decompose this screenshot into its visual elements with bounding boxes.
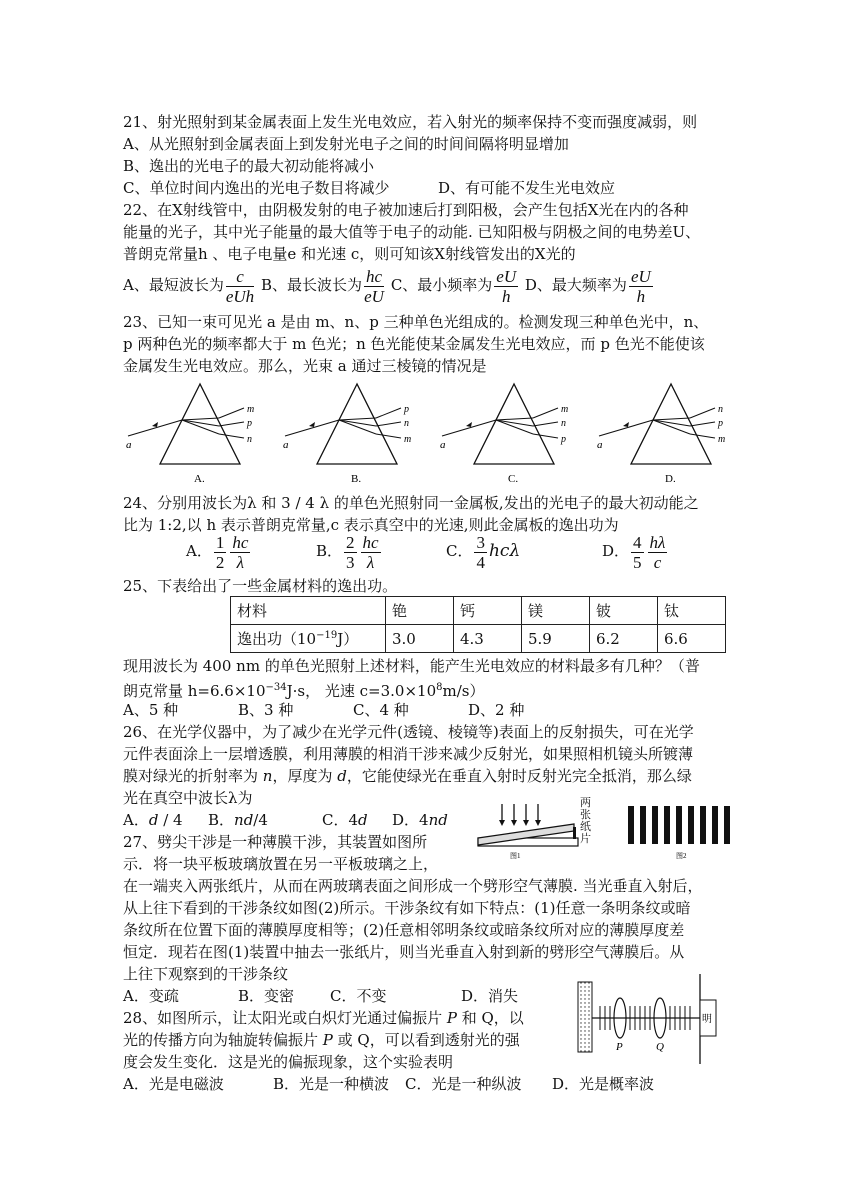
q22-formula-b: $\frac{hc}{eU}$ xyxy=(364,266,384,306)
q28-line-1: 28、如图所示，让太阳光或白炽灯光通过偏振片 P 和 Q，以 xyxy=(123,1009,524,1027)
table-cell: 3.0 xyxy=(386,625,454,653)
q27-option-b: B．变密 xyxy=(238,987,295,1005)
q27-option-a: A．变疏 xyxy=(123,987,179,1005)
q25-option-c: C、4 种 xyxy=(353,701,409,719)
q26-line-3: 膜对绿光的折射率为 n，厚度为 d，它能使绿光在垂直入射时反射光完全抵消，那么绿 xyxy=(123,767,692,785)
q25-stem: 25、下表给出了一些金属材料的逸出功。 xyxy=(123,577,398,595)
incident-ray-label: a xyxy=(440,439,446,451)
q23-line-1: 23、已知一束可见光 a 是由 m、n、p 三种单色光组成的。检测发现三种单色光中，n、 xyxy=(123,313,709,331)
q27-line-7: 上往下观察到的干涉条纹 xyxy=(123,965,289,983)
q25-option-d: D、2 种 xyxy=(468,701,525,719)
q27-paper-label: 两张纸片 xyxy=(580,796,591,845)
q22-formula-d: $\frac{eU}{h}$ xyxy=(630,266,651,306)
q22-option-a: A、最短波长为 xyxy=(123,276,224,294)
q24-option-b: B． $\frac{2}{3}$ $\frac{hc}{\lambda}$ xyxy=(316,532,379,572)
q27-option-d: D．消失 xyxy=(461,987,519,1005)
fringe-bar xyxy=(712,806,718,844)
q22-option-b: B、最长波长为 xyxy=(260,276,362,294)
q27-line-1: 27、劈尖干涉是一种薄膜干涉，其装置如图所 xyxy=(123,833,428,851)
q21-option-a: A、从光照射到金属表面上到发射光电子之间的时间间隔将明显增加 xyxy=(123,135,569,153)
ray-label: m xyxy=(404,434,412,445)
q26-option-a: A．d / 4 xyxy=(123,811,183,829)
table-header-row xyxy=(231,597,726,625)
prism-figure xyxy=(283,384,411,485)
fringe-bar xyxy=(628,806,634,844)
q22-line-3: 普朗克常量h 、电子电量e 和光速 c，则可知该X射线管发出的X光的 xyxy=(123,245,576,263)
work-function-table xyxy=(230,596,726,653)
q24-option-d: D． $\frac{4}{5}$ $\frac{h\lambda}{c}$ xyxy=(602,532,666,572)
prism-figure-label: D. xyxy=(665,473,676,485)
incident-ray-label: a xyxy=(597,439,603,451)
ray-label: p xyxy=(247,418,252,429)
q22-option-d: D、最大频率为 xyxy=(524,276,627,294)
table-cell: 镁 xyxy=(522,597,590,625)
table-cell: 6.2 xyxy=(590,625,658,653)
ray-label: p xyxy=(718,418,723,429)
q22-options xyxy=(123,262,655,308)
q27-line-4: 从上往下看到的干涉条纹如图(2)所示。干涉条纹有如下特点：(1)任意一条明条纹或暗 xyxy=(123,899,691,917)
q21-option-c: C、单位时间内逸出的光电子数目将减少 xyxy=(123,179,390,197)
q21-option-b: B、逸出的光电子的最大初动能将减小 xyxy=(123,157,375,175)
q28-p-label: P xyxy=(616,1041,623,1053)
q27-line-3: 在一端夹入两张纸片，从而在两玻璃表面之间形成一个劈形空气薄膜. 当光垂直入射后， xyxy=(123,877,703,895)
prism-figure-label: A. xyxy=(194,473,205,485)
q22-option-c: C、最小频率为 xyxy=(390,276,493,294)
ray-label: n xyxy=(404,418,409,429)
table-row xyxy=(231,625,726,653)
q28-option-a: A．光是电磁波 xyxy=(123,1075,224,1093)
q28-polarizer-figure xyxy=(572,970,722,1068)
fringe-bar xyxy=(676,806,682,844)
fringe-bar xyxy=(640,806,646,844)
prism-figure xyxy=(126,384,254,485)
q21-option-d: D、有可能不发生光电效应 xyxy=(438,179,616,197)
svg-text:图1: 图1 xyxy=(510,852,521,860)
q22-line-2: 能量的光子，其中光子能量的最大值等于电子的动能. 已知阳极与阴极之间的电势差U、 xyxy=(123,223,701,241)
ray-label: m xyxy=(247,404,255,415)
q25-option-b: B、3 种 xyxy=(238,701,294,719)
fringe-bar xyxy=(688,806,694,844)
table-cell: 4.3 xyxy=(454,625,522,653)
q28-option-b: B．光是一种横波 xyxy=(273,1075,390,1093)
q25-line-2: 现用波长为 400 nm 的单色光照射上述材料，能产生光电效应的材料最多有几种？（普 xyxy=(123,657,700,675)
q22-formula-a: c eUh xyxy=(225,266,255,306)
fringe-bar xyxy=(652,806,658,844)
ray-label: p xyxy=(404,404,409,415)
svg-text:图2: 图2 xyxy=(676,852,687,860)
q28-line-2: 光的传播方向为轴旋转偏振片 P 或 Q，可以看到透射光的强 xyxy=(123,1031,520,1049)
q26-option-d: D．4nd xyxy=(392,811,448,829)
q25-option-a: A、5 种 xyxy=(123,701,179,719)
q22-line-1: 22、在X射线管中，由阴极发射的电子被加速后打到阳极，会产生包括X光在内的各种 xyxy=(123,201,689,219)
q23-line-2: p 两种色光的频率都大于 m 色光；n 色光能使某金属发生光电效应，而 p 色光不能使该 xyxy=(123,335,705,353)
q27-line-6: 恒定．现若在图(1)装置中抽去一张纸片，则当光垂直入射到新的劈形空气薄膜后。从 xyxy=(123,943,685,961)
ray-label: m xyxy=(718,434,726,445)
table-cell: 材料 xyxy=(231,597,386,625)
incident-ray-label: a xyxy=(283,439,289,451)
ray-label: m xyxy=(561,404,569,415)
q27-line-2: 示．将一块平板玻璃放置在另一平板玻璃之上， xyxy=(123,855,439,873)
ray-label: p xyxy=(561,434,566,445)
q26-option-c: C．4d xyxy=(322,811,368,829)
fringe-bar xyxy=(700,806,706,844)
ray-label: n xyxy=(718,404,723,415)
table-cell: 钙 xyxy=(454,597,522,625)
table-cell: 6.6 xyxy=(658,625,726,653)
q28-option-c: C．光是一种纵波 xyxy=(405,1075,522,1093)
prism-figure xyxy=(440,384,568,485)
q28-q-label: Q xyxy=(656,1041,664,1053)
q28-screen-label: 明 xyxy=(702,1014,712,1025)
q26-line-1: 26、在光学仪器中，为了减少在光学元件(透镜、棱镜等)表面上的反射损失，可在光学 xyxy=(123,723,694,741)
q27-option-c: C．不变 xyxy=(330,987,387,1005)
table-cell: 5.9 xyxy=(522,625,590,653)
q24-option-a: A． $\frac{1}{2}$ $\frac{hc}{\lambda}$ xyxy=(186,532,249,572)
q24-line-2: 比为 1:2,以 h 表示普朗克常量,c 表示真空中的光速,则此金属板的逸出功为 xyxy=(123,516,619,534)
fringe-bar xyxy=(664,806,670,844)
prism-figure xyxy=(597,384,725,485)
ray-label: n xyxy=(561,418,566,429)
q27-fringe-figure xyxy=(624,800,744,860)
q26-line-4: 光在真空中波长λ为 xyxy=(123,789,253,807)
q23-prism-figures xyxy=(118,378,858,488)
q23-line-3: 金属发生光电效应。那么，光束 a 通过三棱镜的情况是 xyxy=(123,357,487,375)
q25-line-3: 朗克常量 $h=6.6\times 10^{-34}J\cdot s$， 光速 $c=3.0\times 10^8m/s$） xyxy=(123,682,485,700)
q22-formula-c: $\frac{eU}{h}$ xyxy=(496,266,517,306)
q24-option-c: C． $\frac{3}{4}$ hcλ xyxy=(446,532,521,572)
q26-line-2: 元件表面涂上一层增透膜，利用薄膜的相消干涉来减少反射光，如果照相机镜头所镀薄 xyxy=(123,745,694,763)
q27-line-5: 条纹所在位置下面的薄膜厚度相等；(2)任意相邻明条纹或暗条纹所对应的薄膜厚度差 xyxy=(123,921,685,939)
q21-stem: 21、射光照射到某金属表面上发生光电效应，若入射光的频率保持不变而强度减弱，则 xyxy=(123,113,698,131)
incident-ray-label: a xyxy=(126,439,132,451)
q24-line-1: 24、分别用波长为λ 和 3 / 4 λ 的单色光照射同一金属板,发出的光电子的最大初动能之 xyxy=(123,494,699,512)
prism-figure-label: B. xyxy=(351,473,362,485)
table-cell: 铍 xyxy=(590,597,658,625)
fringe-bar xyxy=(724,806,730,844)
q28-option-d: D．光是概率波 xyxy=(552,1075,655,1093)
table-cell: 铯 xyxy=(386,597,454,625)
prism-figure-label: C. xyxy=(508,473,519,485)
table-cell: 钛 xyxy=(658,597,726,625)
q26-option-b: B．nd/4 xyxy=(208,811,268,829)
table-row-label: 逸出功$(10^{-19}J)$ xyxy=(231,625,386,653)
ray-label: n xyxy=(247,434,252,445)
q28-line-3: 度会发生变化．这是光的偏振现象，这个实验表明 xyxy=(123,1053,454,1071)
